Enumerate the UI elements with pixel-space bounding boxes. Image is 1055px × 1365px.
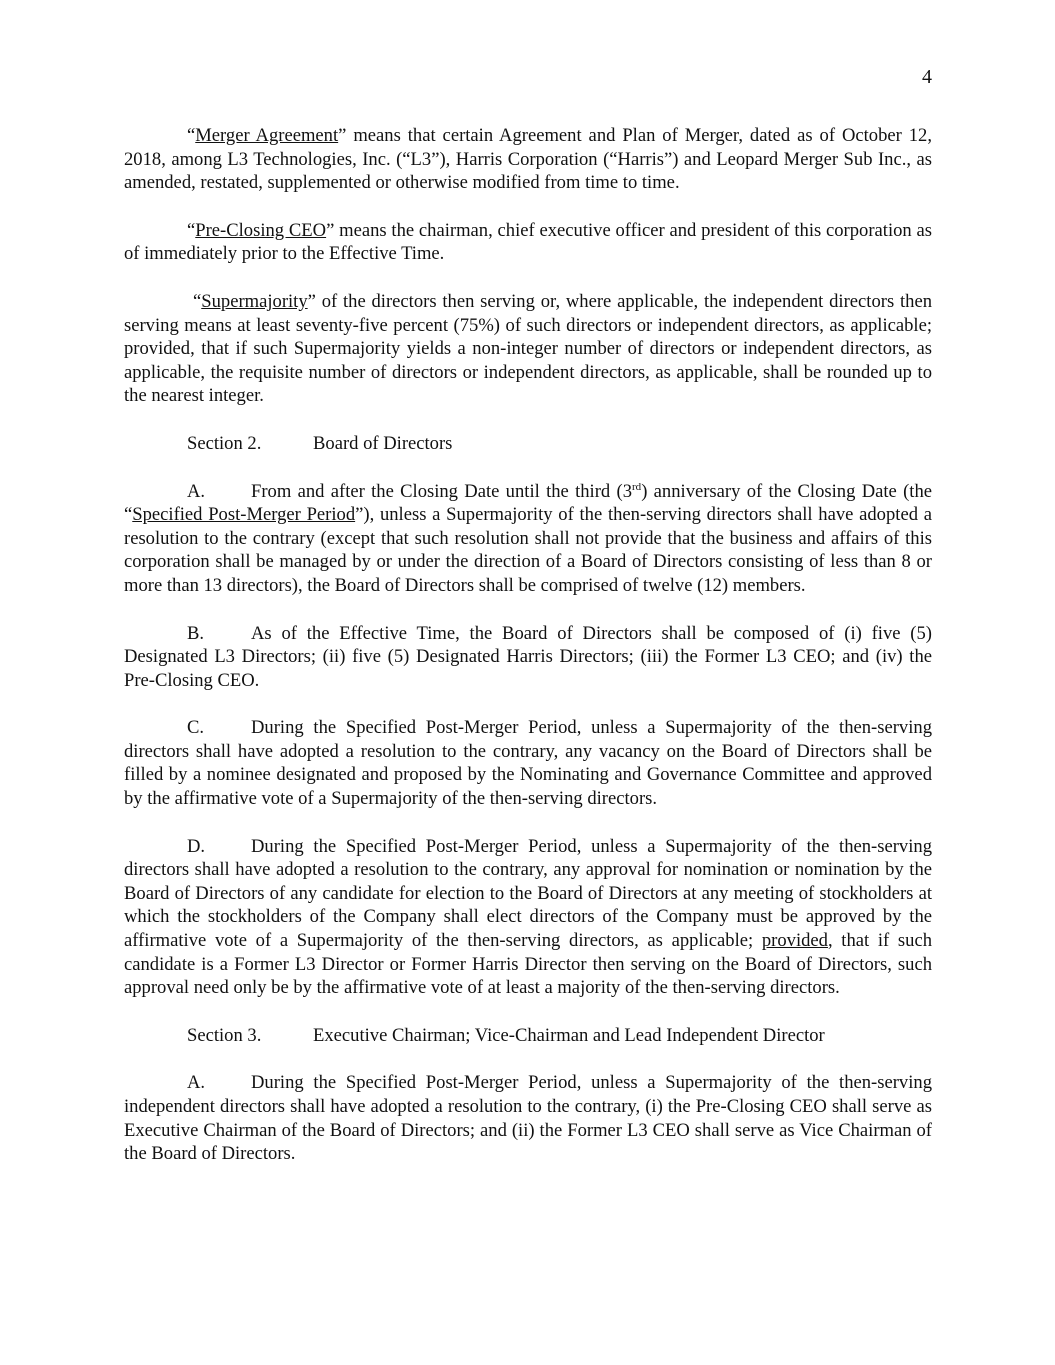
section-number: Section 3.: [187, 1024, 262, 1046]
clause-letter: B.: [187, 622, 205, 644]
definition-merger-agreement: “Merger Agreement” means that certain Agreement and Plan of Merger, dated as of October 12, 2018, among L3 Technologies, Inc. (“L3”), Harris Corporation (“Harris”) and Leopard Merger Sub Inc., as amended, restated, supplemented or otherwise modified from time to time.: [124, 125, 932, 194]
section-title: Board of Directors: [313, 432, 453, 454]
defined-term: Supermajority: [201, 290, 308, 312]
defined-term: Pre-Closing CEO: [195, 219, 327, 241]
section-2-clause-d: D. During the Specified Post-Merger Period, unless a Supermajority of the then-serving directors shall have adopted a resolution to the contrary, any approval for nomination or nomination by the Board of Directors of any candidate for election to the Board of Directors at any meeting of stockholders at which the stockholders of the Company shall elect directors of the Company must be approved by the affirmative vote of a Supermajority of the then-serving directors, as applicable; provided, that if such candidate is a Former L3 Director or Former Harris Director then serving on the Board of Directors, such approval need only be by the affirmative vote of at least a majority of the then-serving directors.: [124, 835, 933, 999]
page-number: 4: [922, 66, 932, 88]
defined-term: Merger Agreement: [195, 125, 339, 146]
document-body: [124, 124, 932, 1190]
section-2-clause-a: A. From and after the Closing Date until the third (3rd) anniversary of the Closing Date (the “Specified Post-Merger Period”), unless a Supermajority of the then-serving directors shall have adopted a resolution to the contrary (except that such resolution shall not provide that the business and affairs of this corporation shall be managed by or under the direction of a Board of Directors consisting of less than 8 or more than 13 directors), the Board of Directors shall be comprised of twelve (12) members.: [124, 480, 932, 596]
section-2-heading: [124, 432, 932, 456]
defined-term: provided: [761, 930, 828, 952]
section-2-clause-c: C. During the Specified Post-Merger Period, unless a Supermajority of the then-serving directors shall have adopted a resolution to the contrary, any vacancy on the Board of Directors shall be filled by a nominee designated and proposed by the Nominating and Governance Committee and approved by the affirmative vote of a Supermajority of the then-serving directors.: [124, 717, 932, 810]
section-title: Executive Chairman; Vice-Chairman and Lead Independent Director: [313, 1024, 825, 1046]
clause-letter: C.: [187, 717, 205, 739]
clause-letter: A.: [187, 480, 206, 502]
section-3-heading: [124, 1024, 932, 1048]
section-3-clause-a: A. During the Specified Post-Merger Period, unless a Supermajority of the then-serving independent directors shall have adopted a resolution to the contrary, (i) the Pre-Closing CEO shall serve as Executive Chairman of the Board of Directors; and (ii) the Former L3 CEO shall serve as Vice Chairman of the Board of Directors.: [124, 1072, 932, 1165]
section-2-clause-b: B. As of the Effective Time, the Board of Directors shall be composed of (i) five (5) Designated L3 Directors; (ii) five (5) Designated Harris Directors; (iii) the Former L3 CEO; and (iv) the Pre-Closing CEO.: [124, 622, 932, 691]
defined-term: Specified Post-Merger Period: [132, 504, 356, 526]
definition-pre-closing-ceo: “Pre-Closing CEO” means the chairman, chief executive officer and president of this corporation as of immediately prior to the Effective Time.: [124, 219, 932, 265]
clause-letter: A.: [187, 1072, 206, 1094]
section-number: Section 2.: [187, 432, 262, 454]
clause-letter: D.: [187, 835, 206, 857]
definition-supermajority: “Supermajority” of the directors then serving or, where applicable, the independent directors then serving means at least seventy-five percent (75%) of such directors or independent directors, as applicable; provided, that if such Supermajority yields a non-integer number of directors or independent directors, as applicable, the requisite number of directors or independent directors, as applicable, shall be rounded up to the nearest integer.: [124, 290, 932, 407]
